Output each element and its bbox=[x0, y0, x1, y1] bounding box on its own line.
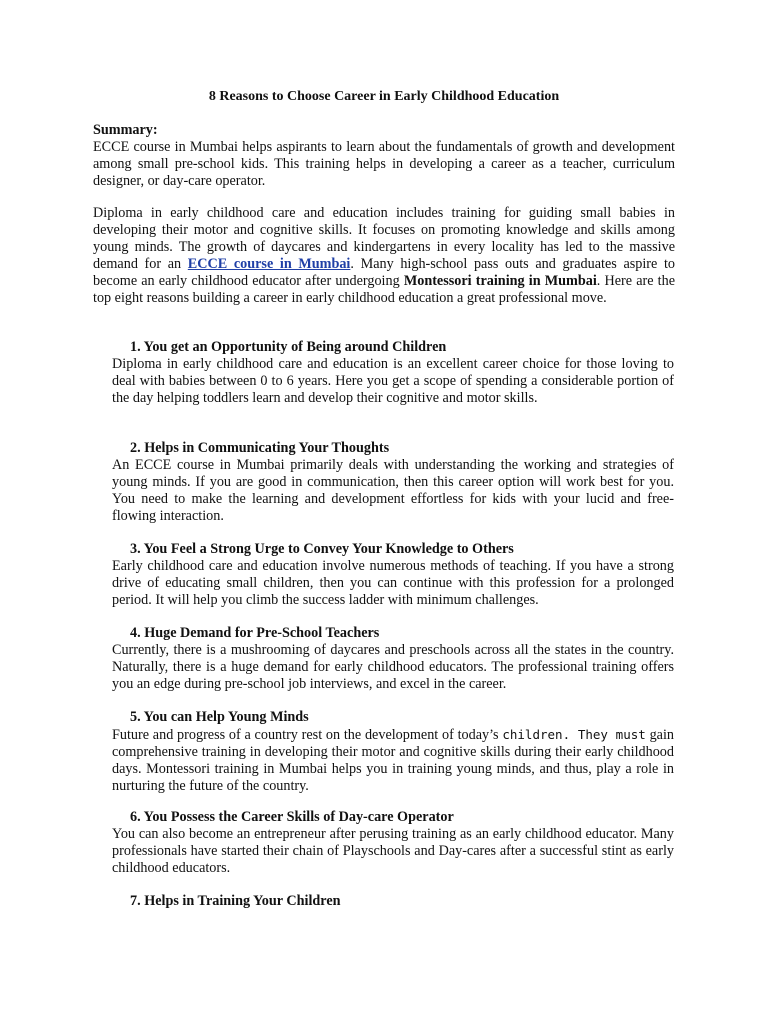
summary-section bbox=[93, 122, 675, 190]
reason-6-heading: 6. You Possess the Career Skills of Day-care Operator bbox=[130, 809, 454, 825]
reason-6-body: You can also become an entrepreneur after perusing training as an early childhood educator. Many professionals have started their chain of Playschools and Day-cares after a successful stint as early childhood educators. bbox=[112, 826, 674, 876]
reason-5-text-3: gain comprehensive training in developing their motor and cognitive skills during their early childhood days. Montessori training in Mumbai helps you in training young minds, and thus, play a role in nurturing the future of the country. bbox=[112, 727, 674, 794]
reason-3-heading: 3. You Feel a Strong Urge to Convey Your Knowledge to Others bbox=[130, 541, 514, 557]
reason-5-text-2: children. They must bbox=[502, 727, 646, 742]
intro-text-1: Diploma in early childhood care and education includes training for guiding small babies in developing their motor and cognitive skills. It focuses on promoting knowledge and skills among young minds. The growth of daycares and kindergartens in every locality has led to the massive demand for an bbox=[93, 205, 675, 272]
reason-4-body: Currently, there is a mushrooming of daycares and preschools across all the states in the country. Naturally, there is a huge demand for early childhood educators. The professional training offers you an edge during pre-school job interviews, and excel in the career. bbox=[112, 642, 674, 692]
reason-2-body: An ECCE course in Mumbai primarily deals with understanding the working and strategies of young minds. If you are good in communication, then this career option will work best for you. You need to make the learning and development effortless for kids with your lucid and free-flowing interaction. bbox=[112, 457, 674, 524]
reason-1-body: Diploma in early childhood care and education is an excellent career choice for those loving to deal with babies between 0 to 6 years. Here you get a scope of spending a considerable portion of the day helping toddlers learn and develop their cognitive and motor skills. bbox=[112, 356, 674, 406]
intro-paragraph bbox=[93, 205, 675, 307]
intro-text-2: . Many high-school pass outs and graduates aspire to become an early childhood educator after undergoing bbox=[93, 256, 675, 289]
document-title: 8 Reasons to Choose Career in Early Childhood Education bbox=[208, 89, 560, 104]
summary-label: Summary: bbox=[93, 122, 158, 138]
reason-7-heading: 7. Helps in Training Your Children bbox=[130, 893, 341, 909]
reason-5-heading: 5. You can Help Young Minds bbox=[130, 709, 309, 725]
reason-5-body bbox=[112, 726, 674, 795]
reason-2-heading: 2. Helps in Communicating Your Thoughts bbox=[130, 440, 390, 456]
reason-4-heading: 4. Huge Demand for Pre-School Teachers bbox=[130, 625, 380, 641]
reason-5-text-1: Future and progress of a country rest on the development of today’s bbox=[112, 727, 503, 743]
reason-1-heading: 1. You get an Opportunity of Being around Children bbox=[130, 339, 447, 355]
ecce-course-link[interactable]: ECCE course in Mumbai bbox=[187, 256, 351, 272]
intro-text-3: . Here are the top eight reasons building a career in early childhood education a great professional move. bbox=[93, 273, 675, 306]
reason-3-body: Early childhood care and education involve numerous methods of teaching. If you have a strong drive of educating small children, then you can continue with this profession for a prolonged period. It will help you climb the success ladder with minimum challenges. bbox=[112, 558, 674, 608]
montessori-bold-text: Montessori training in Mumbai bbox=[403, 273, 597, 289]
summary-text: ECCE course in Mumbai helps aspirants to learn about the fundamentals of growth and development among small pre-school kids. This training helps in developing a career as a teacher, curriculum designer, or day-care operator. bbox=[93, 139, 675, 189]
